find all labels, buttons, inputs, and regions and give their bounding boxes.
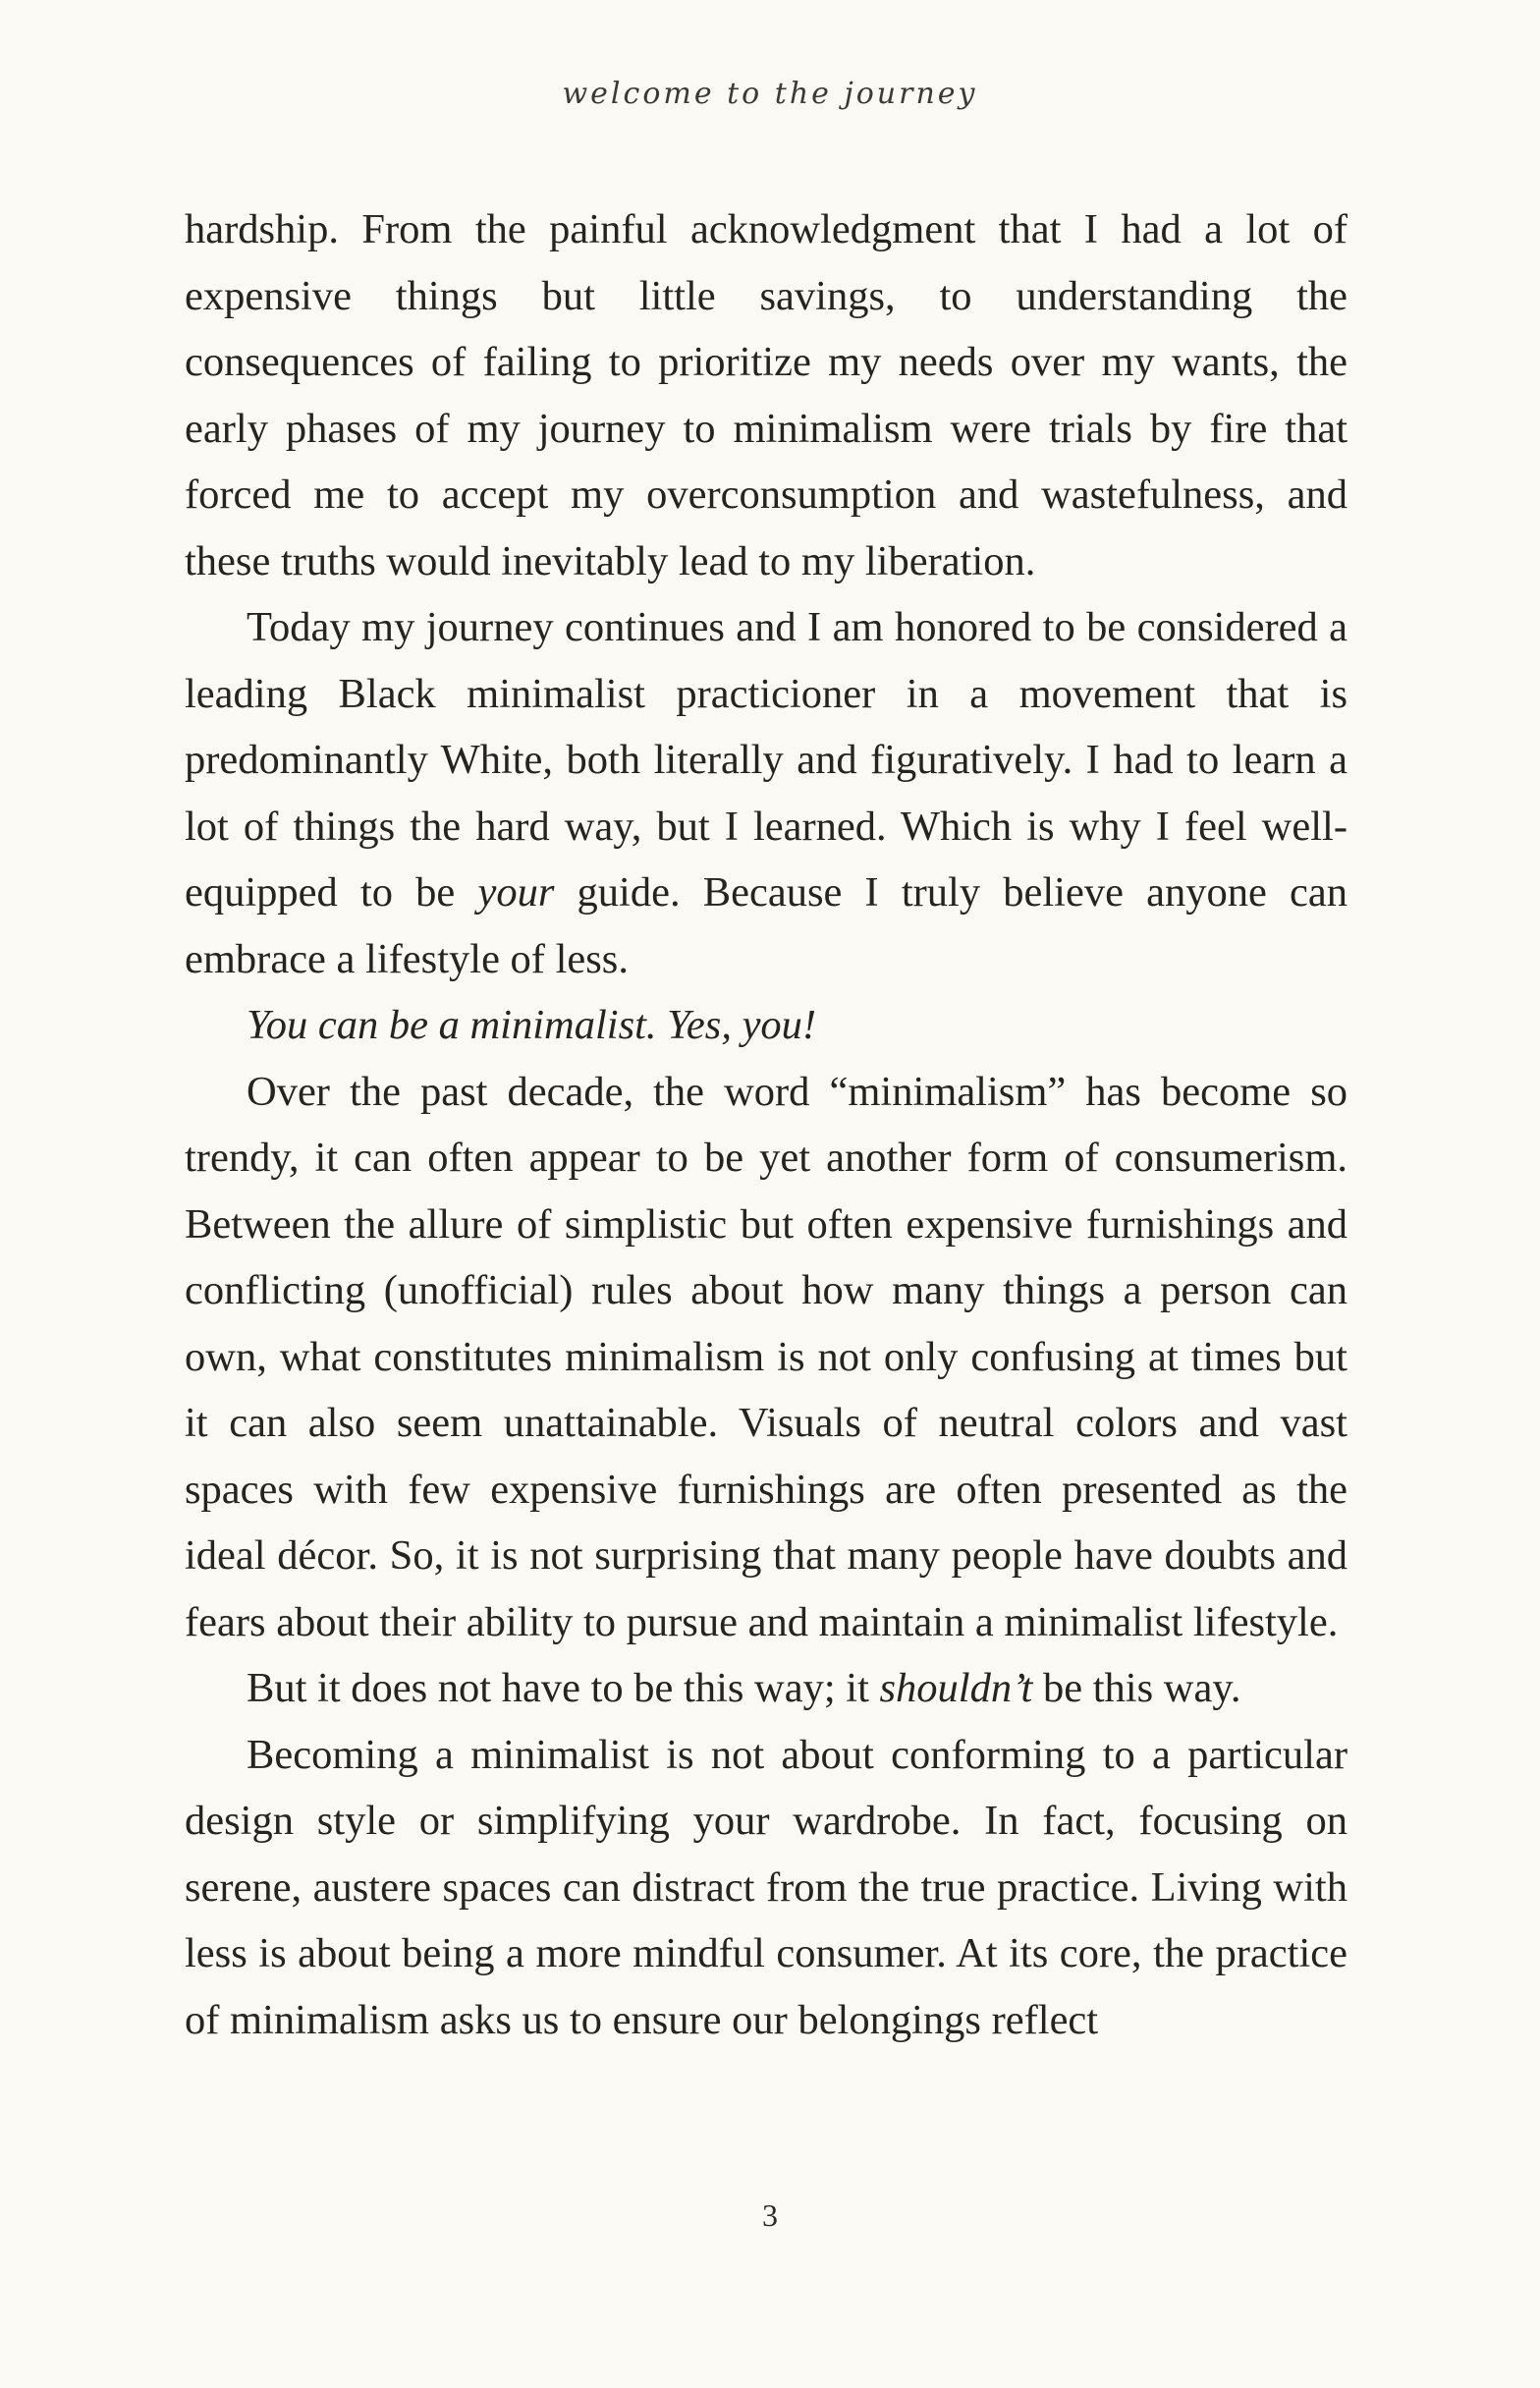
paragraph-becoming-a-minimalist: Becoming a minimalist is not about conforming to a particular design style or simplifying your wardrobe. In fact, focusing on serene, austere spaces can distract from the true practice. Living with less is about being a more mindful consumer. At its core, the practice of minimalism asks us to ensure our belongings reflect	[185, 1731, 1348, 2043]
paragraph-text: guide. Because I truly believe anyone can embrace a lifestyle of less.	[185, 869, 1348, 982]
running-head: welcome to the journey	[562, 77, 978, 111]
emphasis-shouldnt: shouldn’t	[879, 1665, 1033, 1711]
paragraph-hardship: hardship. From the painful acknowledgment that I had a lot of expensive things but little savings, to understanding the consequences of failing to prioritize my needs over my wants, the early phases of my journey to minimalism were trials by fire that forced me to accept my overconsumption and wastefulness, and these truths would inevitably lead to my liberation.	[185, 206, 1348, 584]
paragraph-you-can-be-a-minimalist: You can be a minimalist. Yes, you!	[247, 1002, 817, 1048]
paragraph-text: Today my journey continues and I am honored to be considered a leading Black minimalist practicioner in a movement that is predominantly White, both literally and figuratively. I had to learn a lot of things the hard way, but I learned. Which is why I feel well-equipped to be	[185, 604, 1348, 916]
paragraph-past-decade: Over the past decade, the word “minimalism” has become so trendy, it can often appear to be yet another form of consumerism. Between the allure of simplistic but often expensive furnishings and conflicting (unofficial) rules about how many things a person can own, what constitutes minimalism is not only confusing at times but it can also seem unattainable. Visuals of neutral colors and vast spaces with few expensive furnishings are often presented as the ideal décor. So, it is not surprising that many people have doubts and fears about their ability to pursue and maintain a minimalist lifestyle.	[185, 1068, 1348, 1645]
paragraph-text: be this way.	[1032, 1665, 1241, 1711]
paragraph-text: But it does not have to be this way; it	[247, 1665, 880, 1711]
body-text	[185, 196, 1348, 2053]
emphasis-your: your	[477, 869, 555, 916]
paragraph-does-not-have-to-be	[185, 1655, 1348, 1722]
page-number: 3	[762, 2197, 778, 2233]
paragraph-today-my-journey	[185, 594, 1348, 992]
